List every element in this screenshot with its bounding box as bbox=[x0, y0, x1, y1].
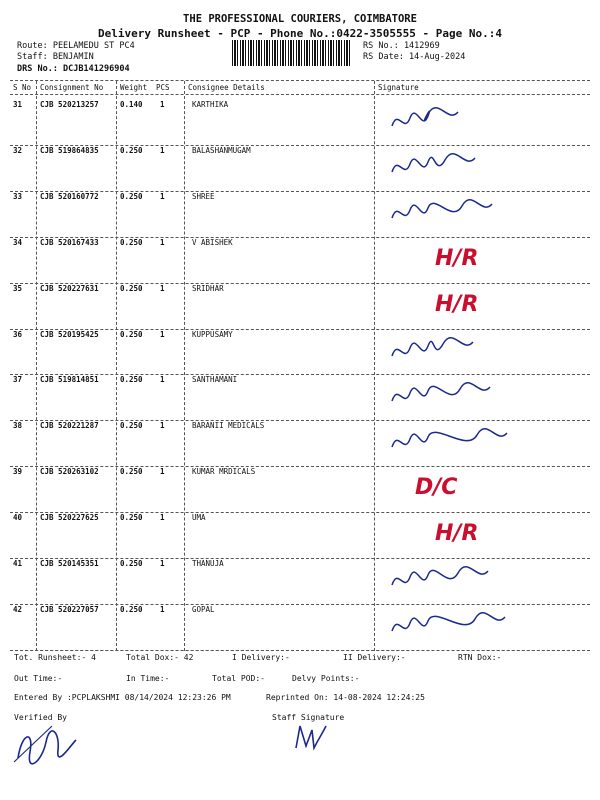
row-consignment: CJB 519814851 bbox=[40, 375, 99, 385]
row-consignee: V ABISHEK bbox=[192, 237, 233, 247]
drs-label: DRS No.: DCJB141296904 bbox=[17, 64, 130, 74]
consignee-signature-scribble bbox=[388, 609, 528, 643]
row-pcs: 1 bbox=[160, 100, 165, 109]
row-pcs: 1 bbox=[160, 191, 165, 201]
header-top-rule bbox=[10, 80, 590, 81]
row-consignment: CJB 520167433 bbox=[40, 237, 99, 247]
row-consignment: CJB 520145351 bbox=[40, 559, 99, 568]
row-weight: 0.250 bbox=[120, 237, 143, 247]
row-pcs: 1 bbox=[160, 513, 165, 523]
stamp-mark: H/R bbox=[435, 521, 479, 547]
row-consignee: SANTHAMANI bbox=[192, 375, 238, 385]
row-consignment: CJB 520195425 bbox=[40, 329, 99, 339]
row-sno: 41 bbox=[13, 559, 23, 568]
row-pcs: 1 bbox=[160, 375, 165, 385]
consignee-signature-scribble bbox=[388, 150, 528, 184]
row-consignment: CJB 520263102 bbox=[40, 467, 99, 477]
table-row bbox=[10, 513, 590, 559]
barcode-image bbox=[232, 40, 352, 66]
consignee-signature-scribble bbox=[388, 196, 528, 230]
table-row bbox=[10, 467, 590, 513]
row-consignee: SHREE bbox=[192, 191, 215, 201]
in-time: In Time:- bbox=[126, 674, 170, 683]
table-row bbox=[10, 284, 590, 330]
staff-signature-label: Staff Signature bbox=[272, 713, 345, 722]
row-consignee: KARTHIKA bbox=[192, 100, 229, 109]
row-consignment: CJB 520227631 bbox=[40, 283, 99, 293]
row-consignee: GOPAL bbox=[192, 604, 215, 614]
row-weight: 0.250 bbox=[120, 513, 143, 523]
row-consignment: CJB 520227625 bbox=[40, 513, 99, 523]
col-consignment: Consignment No bbox=[40, 83, 104, 92]
rtn-dox: RTN Dox:- bbox=[458, 653, 502, 662]
row-consignee: BALASHANMUGAM bbox=[192, 145, 251, 155]
total-pod: Total POD:- bbox=[212, 674, 265, 683]
footer-rule bbox=[10, 650, 590, 651]
row-sno: 38 bbox=[13, 421, 23, 431]
reprinted-on: Reprinted On: 14-08-2024 12:24:25 bbox=[266, 693, 425, 702]
row-weight: 0.250 bbox=[120, 145, 143, 155]
row-weight: 0.250 bbox=[120, 375, 143, 385]
row-sno: 42 bbox=[13, 604, 23, 614]
col-weight: Weight bbox=[120, 83, 148, 92]
row-pcs: 1 bbox=[160, 604, 165, 614]
row-weight: 0.250 bbox=[120, 604, 143, 614]
verified-signature-scribble bbox=[12, 722, 82, 766]
row-consignee: THANUJA bbox=[192, 559, 224, 568]
row-weight: 0.250 bbox=[120, 191, 143, 201]
i-delivery: I Delivery:- bbox=[232, 653, 290, 662]
row-sno: 40 bbox=[13, 513, 23, 523]
row-pcs: 1 bbox=[160, 329, 165, 339]
stamp-mark: D/C bbox=[415, 475, 458, 501]
row-pcs: 1 bbox=[160, 283, 165, 293]
row-weight: 0.250 bbox=[120, 329, 143, 339]
table-row bbox=[10, 146, 590, 192]
row-consignee: KUPPUSAMY bbox=[192, 329, 233, 339]
row-weight: 0.250 bbox=[120, 467, 143, 477]
runsheet-subtitle: Delivery Runsheet - PCP - Phone No.:0422-3505555 - Page No.:4 bbox=[98, 27, 502, 40]
row-weight: 0.140 bbox=[120, 100, 143, 109]
stamp-mark: H/R bbox=[435, 245, 479, 271]
row-consignment: CJB 520160772 bbox=[40, 191, 99, 201]
row-pcs: 1 bbox=[160, 467, 165, 477]
row-consignment: CJB 519864835 bbox=[40, 145, 99, 155]
row-sno: 35 bbox=[13, 283, 23, 293]
col-signature: Signature bbox=[378, 83, 419, 92]
consignee-signature-scribble bbox=[388, 563, 528, 597]
header-bottom-rule bbox=[10, 94, 590, 95]
stamp-mark: H/R bbox=[435, 291, 479, 317]
table-row bbox=[10, 375, 590, 421]
staff-label: Staff: BENJAMIN bbox=[17, 52, 94, 62]
col-consignee: Consignee Details bbox=[188, 83, 265, 92]
company-title: THE PROFESSIONAL COURIERS, COIMBATORE bbox=[183, 13, 417, 25]
consignee-signature-scribble bbox=[388, 104, 528, 138]
row-pcs: 1 bbox=[160, 421, 165, 431]
table-row bbox=[10, 605, 590, 651]
row-consignee: UMA bbox=[192, 513, 206, 523]
row-sno: 39 bbox=[13, 467, 23, 477]
rs-date: RS Date: 14-Aug-2024 bbox=[363, 52, 466, 62]
verified-by-label: Verified By bbox=[14, 713, 67, 722]
total-dox: Total Dox:- 42 bbox=[126, 653, 194, 662]
out-time: Out Time:- bbox=[14, 674, 63, 683]
table-row bbox=[10, 100, 590, 146]
ii-delivery: II Delivery:- bbox=[343, 653, 406, 662]
table-row bbox=[10, 192, 590, 238]
row-pcs: 1 bbox=[160, 559, 165, 568]
row-sno: 32 bbox=[13, 145, 23, 155]
row-sno: 33 bbox=[13, 191, 23, 201]
table-row bbox=[10, 330, 590, 376]
rs-number: RS No.: 1412969 bbox=[363, 41, 440, 51]
row-consignment: CJB 520213257 bbox=[40, 100, 99, 109]
row-consignment: CJB 520227057 bbox=[40, 604, 99, 614]
consignee-signature-scribble bbox=[388, 425, 528, 459]
row-consignee: BARANII MEDICALS bbox=[192, 421, 265, 431]
route-label: Route: PEELAMEDU ST PC4 bbox=[17, 41, 135, 51]
tot-runsheet: Tot. Runsheet:- 4 bbox=[14, 653, 96, 662]
table-row bbox=[10, 238, 590, 284]
table-row bbox=[10, 421, 590, 467]
delvy-points: Delvy Points:- bbox=[292, 674, 360, 683]
row-sno: 37 bbox=[13, 375, 23, 385]
row-weight: 0.250 bbox=[120, 421, 143, 431]
row-sno: 36 bbox=[13, 329, 23, 339]
row-pcs: 1 bbox=[160, 145, 165, 155]
row-weight: 0.250 bbox=[120, 559, 143, 568]
table-row bbox=[10, 559, 590, 605]
row-sno: 34 bbox=[13, 237, 23, 247]
col-pcs: PCS bbox=[156, 83, 170, 92]
row-sno: 31 bbox=[13, 100, 23, 109]
row-consignee: SRIDHAR bbox=[192, 283, 224, 293]
consignee-signature-scribble bbox=[388, 334, 528, 368]
row-consignment: CJB 520221287 bbox=[40, 421, 99, 431]
row-weight: 0.250 bbox=[120, 283, 143, 293]
col-sno: S No bbox=[13, 83, 32, 92]
staff-signature-scribble bbox=[292, 720, 332, 754]
entered-by: Entered By :PCPLAKSHMI 08/14/2024 12:23:26 PM bbox=[14, 693, 231, 702]
row-pcs: 1 bbox=[160, 237, 165, 247]
row-consignee: KUMAR MRDICALS bbox=[192, 467, 256, 477]
consignee-signature-scribble bbox=[388, 379, 528, 413]
